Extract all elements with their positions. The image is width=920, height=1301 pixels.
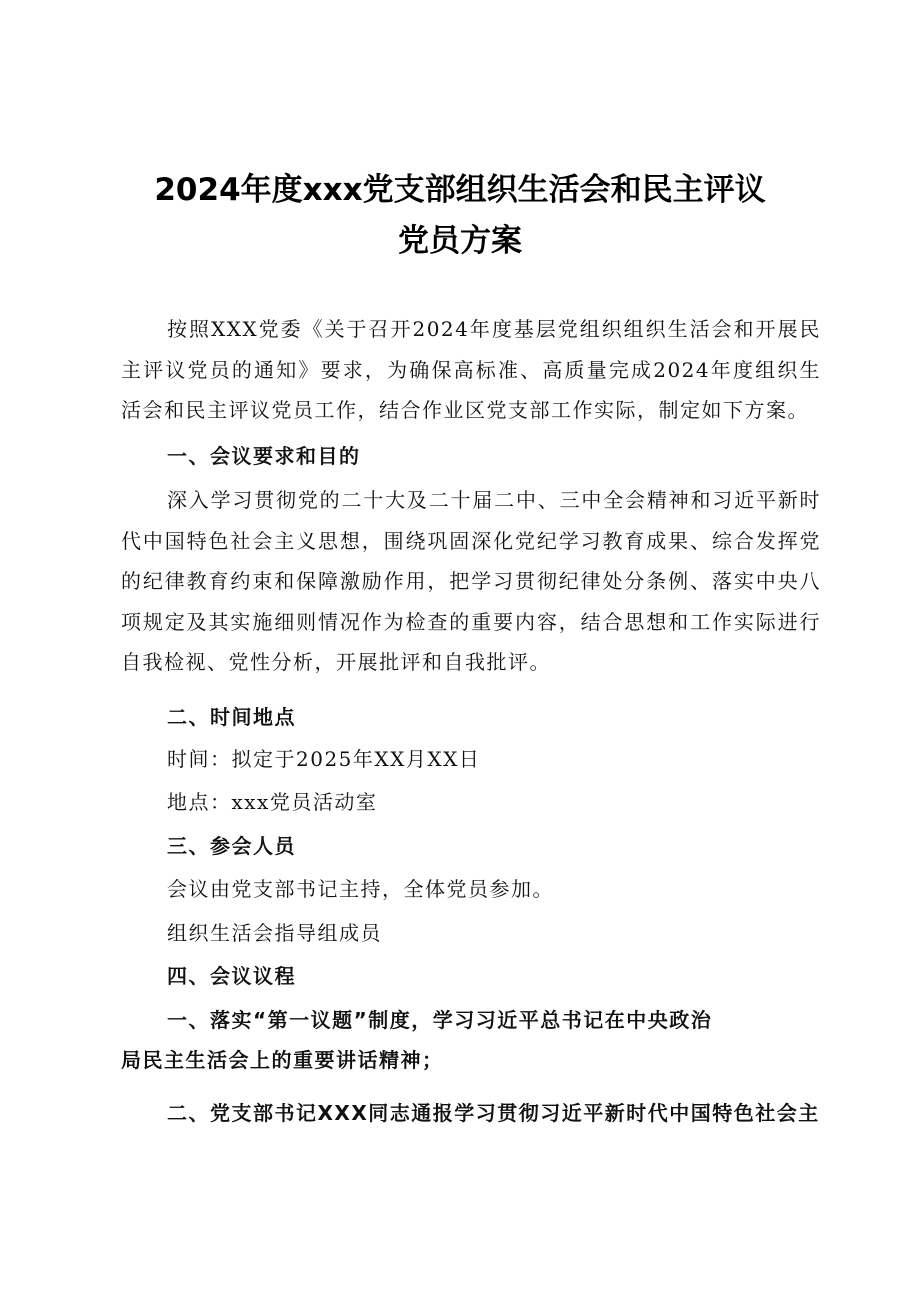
section-1-paragraph: 深入学习贯彻党的二十大及二十届二中、三中全会精神和习近平新时代中国特色社会主义思想，围绕巩固深化党纪学习教育成果、综合发挥党的纪律教育约束和保障激励作用，把学习贯彻纪律处分条例、落实中央八项规定及其实施细则情况作为检查的重要内容，结合思想和工作实际进行自我检视、党性分析，开展批评和自我批评。 bbox=[121, 488, 821, 675]
section-3-heading: 三、参会人员 bbox=[167, 834, 296, 858]
attendees-host: 会议由党支部书记主持，全体党员参加。 bbox=[167, 877, 554, 901]
meeting-place: 地点：xxx党员活动室 bbox=[167, 790, 378, 814]
agenda-item-2 bbox=[121, 1093, 821, 1133]
attendees-guidance-group: 组织生活会指导组成员 bbox=[167, 921, 382, 945]
agenda-item-2-line-1: 二、党支部书记XXX同志通报学习贯彻习近平新时代中国特色社会主 bbox=[167, 1101, 820, 1125]
section-4-heading: 四、会议议程 bbox=[167, 964, 296, 988]
document-title-line-2: 党员方案 bbox=[398, 223, 522, 259]
intro-paragraph: 按照XXX党委《关于召开2024年度基层党组织组织生活会和开展民主评议党员的通知》要求，为确保高标准、高质量完成2024年度组织生活会和民主评议党员工作，结合作业区党支部工作实际，制定如下方案。 bbox=[121, 317, 821, 423]
agenda-item-1-line-1: 一、落实“第一议题”制度，学习习近平总书记在中央政治 bbox=[167, 1008, 713, 1032]
section-2-heading: 二、时间地点 bbox=[167, 705, 296, 729]
document-title-line-1: 2024年度xxx党支部组织生活会和民主评议 bbox=[154, 172, 766, 208]
agenda-item-1-line-2: 局民主生活会上的重要讲话精神； bbox=[121, 1048, 444, 1072]
agenda-item-1 bbox=[121, 1000, 821, 1080]
meeting-time: 时间：拟定于2025年XX月XX日 bbox=[167, 747, 481, 771]
section-1-heading: 一、会议要求和目的 bbox=[167, 444, 361, 468]
